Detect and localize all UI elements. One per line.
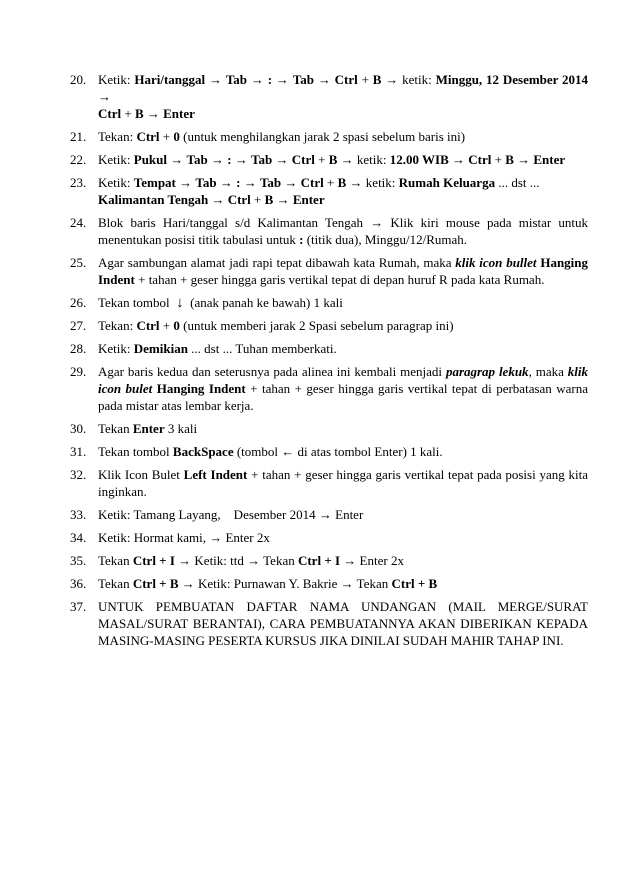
item-number: 29. bbox=[70, 364, 87, 379]
item-text: Tekan: Ctrl + 0 (untuk memberi jarak 2 Spasi sebelum paragrap ini) bbox=[98, 318, 454, 333]
item-text: Tekan: Ctrl + 0 (untuk menghilangkan jarak 2 spasi sebelum baris ini) bbox=[98, 129, 466, 144]
item-text: Tekan tombol BackSpace (tombol ← di atas tombol Enter) 1 kali. bbox=[98, 444, 443, 459]
item-text: Tekan tombol ↓ (anak panah ke bawah) 1 kali bbox=[98, 295, 343, 311]
list-item bbox=[70, 529, 588, 546]
list-item bbox=[70, 598, 588, 649]
item-text: Ketik: Demikian ... dst ... Tuhan memberkati. bbox=[98, 341, 337, 356]
list-item bbox=[70, 420, 588, 437]
item-text: Tekan Ctrl + B → Ketik: Purnawan Y. Bakrie → Tekan Ctrl + B bbox=[98, 576, 438, 591]
item-number: 36. bbox=[70, 576, 87, 591]
item-number: 20. bbox=[70, 72, 87, 87]
item-text: Agar baris kedua dan seterusnya pada alinea ini kembali menjadi paragrap lekuk, maka klik icon bulet Hanging Indent + tahan + geser hingga garis vertikal tepat di perbatasan warna pada mistar atas lembar kerja. bbox=[98, 364, 588, 413]
list-item bbox=[70, 317, 588, 334]
list-item bbox=[70, 214, 588, 248]
list-item bbox=[70, 71, 588, 122]
list-item bbox=[70, 294, 588, 311]
item-text: Tekan Enter 3 kali bbox=[98, 421, 198, 436]
item-text: Ketik: Tempat → Tab → : → Tab → Ctrl + B → ketik: Rumah Keluarga ... dst ... Kalimantan Tengah → Ctrl + B → Enter bbox=[98, 175, 540, 207]
item-number: 28. bbox=[70, 341, 87, 356]
list-item bbox=[70, 174, 588, 208]
list-item bbox=[70, 340, 588, 357]
item-number: 31. bbox=[70, 444, 87, 459]
list-item bbox=[70, 443, 588, 460]
item-text: Ketik: Pukul → Tab → : → Tab → Ctrl + B → ketik: 12.00 WIB → Ctrl + B → Enter bbox=[98, 152, 566, 167]
item-number: 34. bbox=[70, 530, 87, 545]
item-text: Blok baris Hari/tanggal s/d Kalimantan Tengah → Klik kiri mouse pada mistar untuk menentukan posisi titik tabulasi untuk : (titik dua), Minggu/12/Rumah. bbox=[98, 215, 588, 247]
item-number: 32. bbox=[70, 467, 87, 482]
item-number: 37. bbox=[70, 599, 87, 614]
item-text: Ketik: Tamang Layang, Desember 2014 → Enter bbox=[98, 507, 364, 522]
item-number: 35. bbox=[70, 553, 87, 568]
list-item bbox=[70, 575, 588, 592]
item-text: UNTUK PEMBUATAN DAFTAR NAMA UNDANGAN (MAIL MERGE/SURAT MASAL/SURAT BERANTAI), CARA PEMBUATANNYA AKAN DIBERIKAN KEPADA MASING-MASING PESERTA KURSUS JIKA DINILAI SUDAH MAHIR TAHAP INI. bbox=[98, 599, 588, 648]
item-text: Klik Icon Bulet Left Indent + tahan + geser hingga garis vertikal tepat pada posisi yang kita inginkan. bbox=[98, 467, 588, 499]
item-number: 24. bbox=[70, 215, 87, 230]
instruction-list bbox=[70, 71, 588, 655]
item-number: 26. bbox=[70, 295, 87, 310]
item-number: 30. bbox=[70, 421, 87, 436]
item-number: 25. bbox=[70, 255, 87, 270]
item-text: Agar sambungan alamat jadi rapi tepat dibawah kata Rumah, maka klik icon bullet Hanging Indent + tahan + geser hingga garis vertikal tepat di depan huruf R pada kata Rumah. bbox=[98, 255, 589, 287]
item-text: Tekan Ctrl + I → Ketik: ttd → Tekan Ctrl + I → Enter 2x bbox=[98, 553, 404, 568]
list-item bbox=[70, 466, 588, 500]
list-item bbox=[70, 254, 588, 288]
item-number: 22. bbox=[70, 152, 87, 167]
list-item bbox=[70, 506, 588, 523]
list-item bbox=[70, 151, 588, 168]
item-number: 23. bbox=[70, 175, 87, 190]
item-text: Ketik: Hormat kami, → Enter 2x bbox=[98, 530, 270, 545]
item-text: Ketik: Hari/tanggal → Tab → : → Tab → Ctrl + B → ketik: Minggu, 12 Desember 2014 → Ctrl + B → Enter bbox=[98, 72, 589, 121]
item-number: 27. bbox=[70, 318, 87, 333]
item-number: 33. bbox=[70, 507, 87, 522]
list-item bbox=[70, 128, 588, 145]
list-item bbox=[70, 363, 588, 414]
list-item bbox=[70, 552, 588, 569]
item-number: 21. bbox=[70, 129, 87, 144]
